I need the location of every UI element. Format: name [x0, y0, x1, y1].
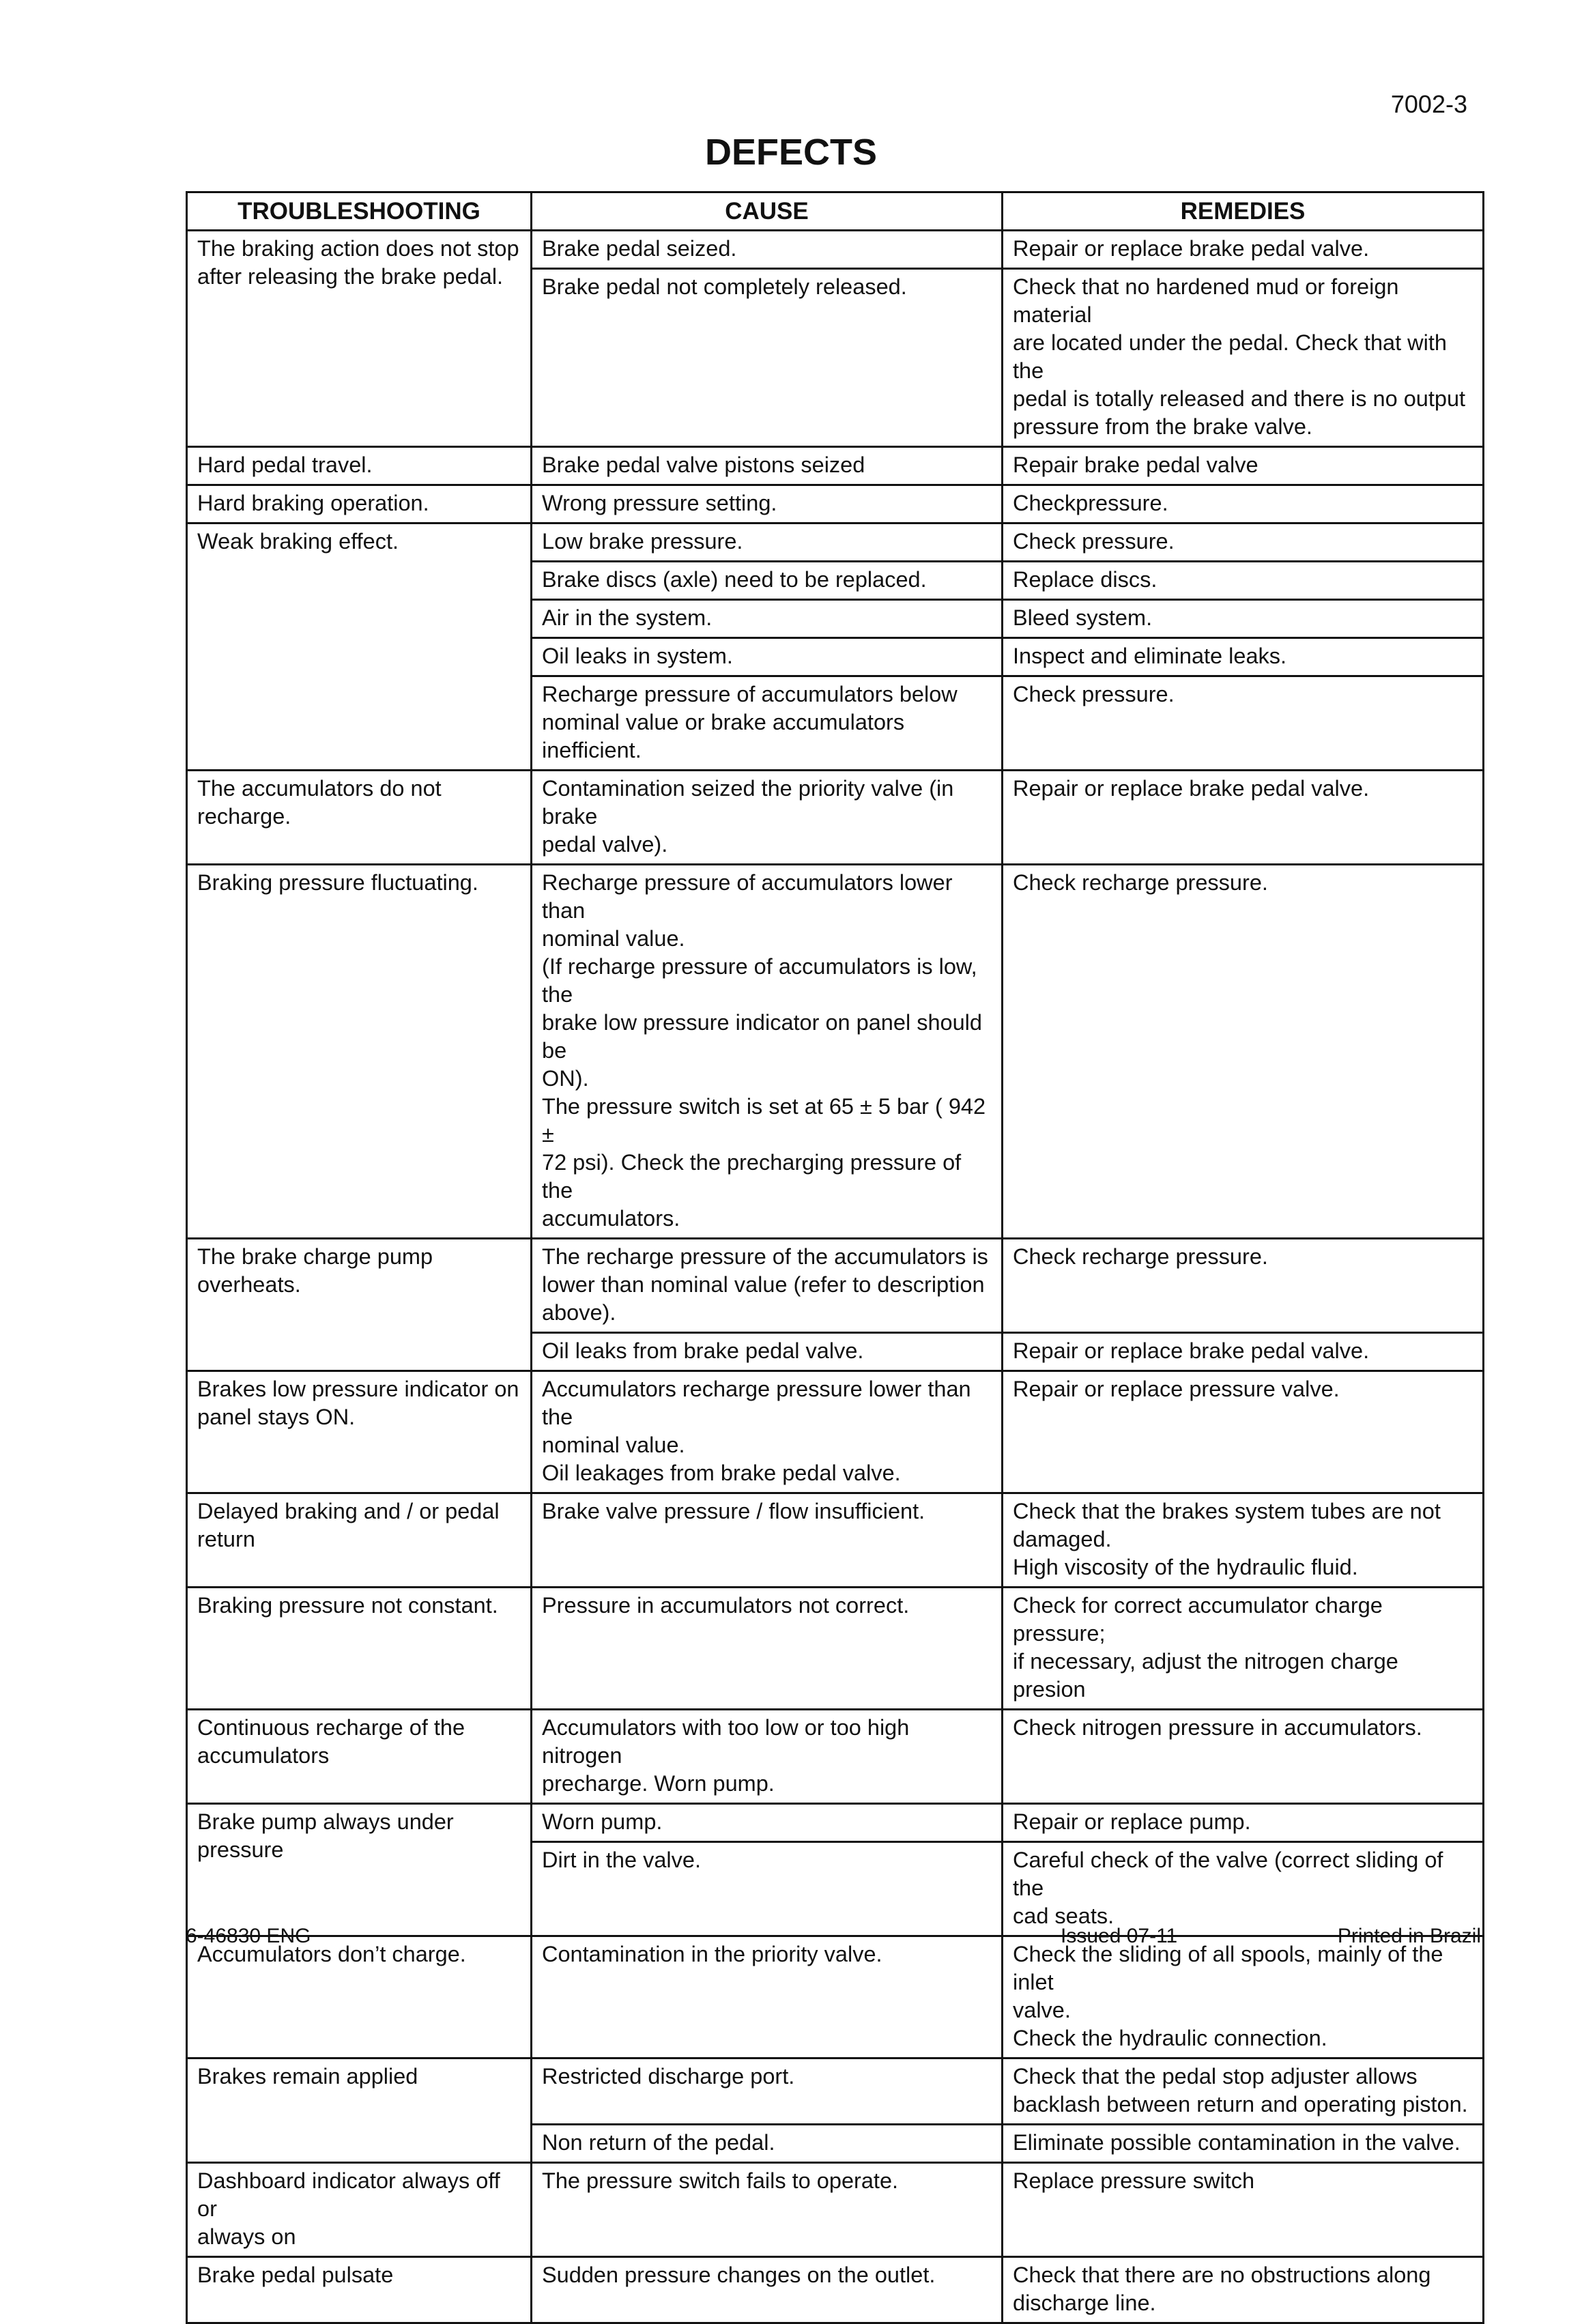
table-row — [187, 2163, 1484, 2257]
remedy-cell: Repair or replace brake pedal valve. — [1003, 771, 1484, 865]
cause-cell: Contamination in the priority valve. — [532, 1936, 1003, 2058]
remedy-cell: Repair or replace brake pedal valve. — [1003, 231, 1484, 269]
cause-cell: Brake discs (axle) need to be replaced. — [532, 562, 1003, 600]
header-troubleshooting: TROUBLESHOOTING — [187, 192, 532, 231]
cause-cell: Brake pedal valve pistons seized — [532, 447, 1003, 485]
table-row — [187, 523, 1484, 562]
remedy-cell: Bleed system. — [1003, 600, 1484, 638]
remedy-cell: Check for correct accumulator charge pressure; if necessary, adjust the nitrogen charge presion — [1003, 1588, 1484, 1710]
troubleshooting-cell: Weak braking effect. — [187, 523, 532, 771]
table-row — [187, 231, 1484, 269]
remedy-cell: Careful check of the valve (correct sliding of the cad seats. — [1003, 1842, 1484, 1936]
cause-cell: Accumulators with too low or too high nitrogen precharge. Worn pump. — [532, 1710, 1003, 1804]
cause-cell: Sudden pressure changes on the outlet. — [532, 2257, 1003, 2323]
remedy-cell: Inspect and eliminate leaks. — [1003, 638, 1484, 676]
cause-cell: Brake pedal not completely released. — [532, 269, 1003, 447]
cause-cell: Non return of the pedal. — [532, 2125, 1003, 2163]
remedy-cell: Check nitrogen pressure in accumulators. — [1003, 1710, 1484, 1804]
table-row — [187, 485, 1484, 523]
troubleshooting-cell: Accumulators don’t charge. — [187, 1936, 532, 2058]
troubleshooting-cell: Delayed braking and / or pedal return — [187, 1493, 532, 1588]
troubleshooting-cell: Hard braking operation. — [187, 485, 532, 523]
page-title: DEFECTS — [704, 132, 878, 173]
troubleshooting-cell: Brake pedal pulsate — [187, 2257, 532, 2323]
remedy-cell: Repair or replace pressure valve. — [1003, 1371, 1484, 1493]
cause-cell: Air in the system. — [532, 600, 1003, 638]
troubleshooting-cell: The brake charge pump overheats. — [187, 1239, 532, 1371]
cause-cell: Low brake pressure. — [532, 523, 1003, 562]
table-row — [187, 1588, 1484, 1710]
troubleshooting-cell: Brake pump always under pressure — [187, 1804, 532, 1936]
cause-cell: Pressure in accumulators not correct. — [532, 1588, 1003, 1710]
troubleshooting-cell: Brakes low pressure indicator on panel stays ON. — [187, 1371, 532, 1493]
remedy-cell: Check recharge pressure. — [1003, 865, 1484, 1239]
remedy-cell: Check recharge pressure. — [1003, 1239, 1484, 1333]
cause-cell: Recharge pressure of accumulators lower than nominal value. (If recharge pressure of accumulators is low, the brake low pressure indicator on panel should be ON). The pressure switch is set at 65 ± 5 bar ( 942 ± 72 psi). Check the precharging pressure of the accumulators. — [532, 865, 1003, 1239]
remedy-cell: Check that no hardened mud or foreign material are located under the pedal. Check that with the pedal is totally released and there is no output pressure from the brake valve. — [1003, 269, 1484, 447]
remedy-cell: Repair or replace brake pedal valve. — [1003, 1333, 1484, 1371]
cause-cell: Dirt in the valve. — [532, 1842, 1003, 1936]
footer-printed: Printed in Brazil — [1337, 1925, 1481, 1947]
troubleshooting-cell: Braking pressure fluctuating. — [187, 865, 532, 1239]
footer-doc-number: 6-46830 ENG — [186, 1925, 311, 1947]
cause-cell: Brake valve pressure / flow insufficient. — [532, 1493, 1003, 1588]
cause-cell: Worn pump. — [532, 1804, 1003, 1842]
defects-table — [186, 191, 1484, 2324]
remedy-cell: Check the sliding of all spools, mainly of the inlet valve. Check the hydraulic connection. — [1003, 1936, 1484, 2058]
remedy-cell: Repair or replace pump. — [1003, 1804, 1484, 1842]
table-header-row — [187, 192, 1484, 231]
troubleshooting-cell: The braking action does not stop after releasing the brake pedal. — [187, 231, 532, 447]
troubleshooting-cell: Continuous recharge of the accumulators — [187, 1710, 532, 1804]
remedy-cell: Check that there are no obstructions along discharge line. — [1003, 2257, 1484, 2323]
remedy-cell: Check that the brakes system tubes are not damaged. High viscosity of the hydraulic fluid. — [1003, 1493, 1484, 1588]
table-row — [187, 1493, 1484, 1588]
troubleshooting-cell: The accumulators do not recharge. — [187, 771, 532, 865]
header-remedies: REMEDIES — [1003, 192, 1484, 231]
footer-issued: Issued 07-11 — [1061, 1925, 1178, 1947]
page-number: 7002-3 — [1390, 90, 1467, 118]
header-cause: CAUSE — [532, 192, 1003, 231]
table-row — [187, 1239, 1484, 1333]
troubleshooting-cell: Dashboard indicator always off or always on — [187, 2163, 532, 2257]
remedy-cell: Eliminate possible contamination in the valve. — [1003, 2125, 1484, 2163]
remedy-cell: Replace discs. — [1003, 562, 1484, 600]
cause-cell: Restricted discharge port. — [532, 2058, 1003, 2125]
remedy-cell: Replace pressure switch — [1003, 2163, 1484, 2257]
cause-cell: Brake pedal seized. — [532, 231, 1003, 269]
table-row — [187, 2257, 1484, 2323]
troubleshooting-cell: Brakes remain applied — [187, 2058, 532, 2163]
table-row — [187, 865, 1484, 1239]
remedy-cell: Check pressure. — [1003, 523, 1484, 562]
table-row — [187, 1710, 1484, 1804]
remedy-cell: Check that the pedal stop adjuster allows backlash between return and operating piston. — [1003, 2058, 1484, 2125]
cause-cell: Wrong pressure setting. — [532, 485, 1003, 523]
table-row — [187, 447, 1484, 485]
troubleshooting-cell: Hard pedal travel. — [187, 447, 532, 485]
table-row — [187, 1371, 1484, 1493]
cause-cell: Oil leaks from brake pedal valve. — [532, 1333, 1003, 1371]
remedy-cell: Repair brake pedal valve — [1003, 447, 1484, 485]
table-row — [187, 771, 1484, 865]
cause-cell: Contamination seized the priority valve (in brake pedal valve). — [532, 771, 1003, 865]
table-row — [187, 1936, 1484, 2058]
cause-cell: The pressure switch fails to operate. — [532, 2163, 1003, 2257]
cause-cell: Recharge pressure of accumulators below nominal value or brake accumulators inefficient. — [532, 676, 1003, 771]
defects-table-body — [187, 231, 1484, 2323]
remedy-cell: Check pressure. — [1003, 676, 1484, 771]
troubleshooting-cell: Braking pressure not constant. — [187, 1588, 532, 1710]
table-row — [187, 2058, 1484, 2125]
table-row — [187, 1804, 1484, 1842]
remedy-cell: Checkpressure. — [1003, 485, 1484, 523]
cause-cell: Accumulators recharge pressure lower than the nominal value. Oil leakages from brake pedal valve. — [532, 1371, 1003, 1493]
cause-cell: Oil leaks in system. — [532, 638, 1003, 676]
cause-cell: The recharge pressure of the accumulators is lower than nominal value (refer to description above). — [532, 1239, 1003, 1333]
